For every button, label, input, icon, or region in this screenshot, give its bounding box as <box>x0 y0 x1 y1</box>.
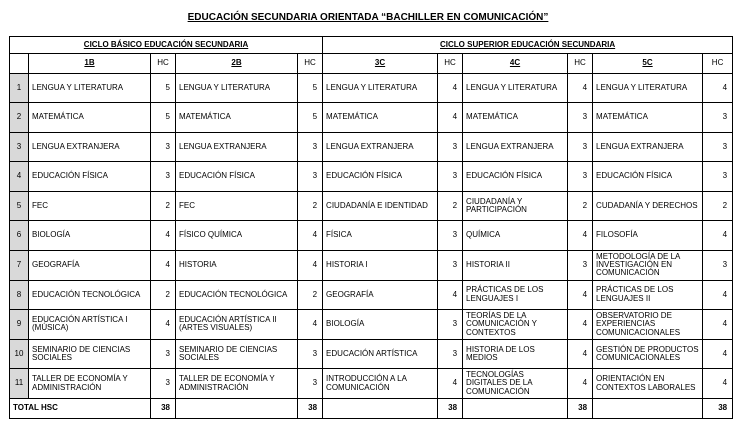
subject-row <box>10 221 733 251</box>
hc-cell-2b: 2 <box>298 280 323 310</box>
total-hc-2b: 38 <box>298 398 323 418</box>
year-4c-header: 4C <box>463 53 568 73</box>
hc-cell-4c: 4 <box>568 280 593 310</box>
hc-cell-1b: 2 <box>151 191 176 221</box>
hc-cell-2b: 3 <box>298 162 323 192</box>
hc-header: HC <box>568 53 593 73</box>
hc-cell-3c: 3 <box>438 162 463 192</box>
hc-cell-5c: 4 <box>703 310 733 340</box>
subject-cell-2b: FÍSICO QUÍMICA <box>176 221 298 251</box>
hc-cell-4c: 3 <box>568 162 593 192</box>
total-spacer <box>176 398 298 418</box>
subject-cell-1b: BIOLOGÍA <box>29 221 151 251</box>
subject-row <box>10 132 733 162</box>
row-number: 4 <box>10 162 29 192</box>
hc-cell-3c: 3 <box>438 310 463 340</box>
hc-cell-3c: 3 <box>438 339 463 369</box>
hc-cell-1b: 5 <box>151 103 176 133</box>
subject-cell-5c: FILOSOFÍA <box>593 221 703 251</box>
subject-cell-2b: MATEMÁTICA <box>176 103 298 133</box>
total-hc-5c: 38 <box>703 398 733 418</box>
hc-cell-1b: 3 <box>151 162 176 192</box>
subject-cell-1b: SEMINARIO DE CIENCIAS SOCIALES <box>29 339 151 369</box>
row-number: 3 <box>10 132 29 162</box>
subject-cell-5c: LENGUA Y LITERATURA <box>593 73 703 103</box>
subject-cell-2b: SEMINARIO DE CIENCIAS SOCIALES <box>176 339 298 369</box>
subject-cell-1b: FEC <box>29 191 151 221</box>
year-1b-header: 1B <box>29 53 151 73</box>
subject-cell-3c: EDUCACIÓN ARTÍSTICA <box>323 339 438 369</box>
hc-cell-3c: 4 <box>438 369 463 399</box>
total-label: TOTAL HSC <box>10 398 151 418</box>
hc-cell-4c: 4 <box>568 221 593 251</box>
subject-cell-5c: ORIENTACIÓN EN CONTEXTOS LABORALES <box>593 369 703 399</box>
hc-cell-5c: 3 <box>703 250 733 280</box>
hc-cell-2b: 5 <box>298 103 323 133</box>
hc-cell-4c: 4 <box>568 369 593 399</box>
hc-cell-3c: 3 <box>438 250 463 280</box>
subject-cell-4c: PRÁCTICAS DE LOS LENGUAJES I <box>463 280 568 310</box>
subject-cell-1b: EDUCACIÓN ARTÍSTICA I (MÚSICA) <box>29 310 151 340</box>
subject-cell-1b: LENGUA EXTRANJERA <box>29 132 151 162</box>
subject-row <box>10 310 733 340</box>
subject-cell-3c: LENGUA Y LITERATURA <box>323 73 438 103</box>
hc-cell-5c: 3 <box>703 103 733 133</box>
subject-cell-5c: CUDADANÍA Y DERECHOS <box>593 191 703 221</box>
hc-cell-5c: 4 <box>703 221 733 251</box>
subject-cell-5c: LENGUA EXTRANJERA <box>593 132 703 162</box>
hc-header: HC <box>298 53 323 73</box>
corner-cell <box>10 53 29 73</box>
hc-cell-4c: 3 <box>568 250 593 280</box>
hc-cell-5c: 4 <box>703 73 733 103</box>
row-number: 1 <box>10 73 29 103</box>
subject-row <box>10 280 733 310</box>
subject-cell-2b: EDUCACIÓN FÍSICA <box>176 162 298 192</box>
document-title: EDUCACIÓN SECUNDARIA ORIENTADA “BACHILLER EN COMUNICACIÓN” <box>187 12 549 23</box>
subject-cell-1b: GEOGRAFÍA <box>29 250 151 280</box>
total-row <box>10 398 733 418</box>
subject-cell-3c: CIUDADANÍA E IDENTIDAD <box>323 191 438 221</box>
hc-header: HC <box>151 53 176 73</box>
subject-cell-3c: EDUCACIÓN FÍSICA <box>323 162 438 192</box>
hc-cell-1b: 3 <box>151 132 176 162</box>
row-number: 5 <box>10 191 29 221</box>
subject-cell-4c: CIUDADANÍA Y PARTICIPACIÓN <box>463 191 568 221</box>
row-number: 6 <box>10 221 29 251</box>
hc-cell-4c: 4 <box>568 310 593 340</box>
subject-cell-4c: LENGUA Y LITERATURA <box>463 73 568 103</box>
hc-cell-4c: 4 <box>568 339 593 369</box>
hc-cell-4c: 4 <box>568 73 593 103</box>
cycle-header-row <box>10 37 733 54</box>
subject-row <box>10 250 733 280</box>
hc-cell-2b: 4 <box>298 221 323 251</box>
hc-cell-5c: 3 <box>703 132 733 162</box>
year-2b-header: 2B <box>176 53 298 73</box>
hc-cell-2b: 3 <box>298 369 323 399</box>
hc-cell-5c: 3 <box>703 162 733 192</box>
hc-cell-2b: 2 <box>298 191 323 221</box>
subject-row <box>10 191 733 221</box>
subject-cell-4c: TEORÍAS DE LA COMUNICACIÓN Y CONTEXTOS <box>463 310 568 340</box>
hc-cell-5c: 4 <box>703 369 733 399</box>
hc-cell-2b: 5 <box>298 73 323 103</box>
subject-cell-3c: HISTORIA I <box>323 250 438 280</box>
total-spacer <box>463 398 568 418</box>
subject-cell-2b: LENGUA EXTRANJERA <box>176 132 298 162</box>
hc-cell-2b: 4 <box>298 250 323 280</box>
hc-cell-3c: 4 <box>438 103 463 133</box>
subject-row <box>10 103 733 133</box>
hc-cell-3c: 3 <box>438 132 463 162</box>
hc-cell-1b: 5 <box>151 73 176 103</box>
hc-cell-1b: 3 <box>151 369 176 399</box>
subject-cell-5c: METODOLOGÍA DE LA INVESTIGACIÓN EN COMUNICACIÓN <box>593 250 703 280</box>
hc-header: HC <box>703 53 733 73</box>
hc-cell-3c: 4 <box>438 73 463 103</box>
subject-cell-1b: EDUCACIÓN TECNOLÓGICA <box>29 280 151 310</box>
hc-cell-3c: 2 <box>438 191 463 221</box>
row-number: 2 <box>10 103 29 133</box>
subject-cell-4c: EDUCACIÓN FÍSICA <box>463 162 568 192</box>
subject-row <box>10 339 733 369</box>
cycle-basic-header: CICLO BÁSICO EDUCACIÓN SECUNDARIA <box>10 37 323 54</box>
row-number: 11 <box>10 369 29 399</box>
row-number: 8 <box>10 280 29 310</box>
subject-cell-5c: GESTIÓN DE PRODUCTOS COMUNICACIONALES <box>593 339 703 369</box>
subject-cell-1b: MATEMÁTICA <box>29 103 151 133</box>
year-3c-header: 3C <box>323 53 438 73</box>
subject-cell-3c: LENGUA EXTRANJERA <box>323 132 438 162</box>
subject-cell-2b: EDUCACIÓN TECNOLÓGICA <box>176 280 298 310</box>
curriculum-table <box>9 36 733 419</box>
year-header-row <box>10 53 733 73</box>
hc-cell-1b: 4 <box>151 250 176 280</box>
row-number: 9 <box>10 310 29 340</box>
subject-cell-1b: LENGUA Y LITERATURA <box>29 73 151 103</box>
subject-cell-3c: GEOGRAFÍA <box>323 280 438 310</box>
subject-cell-5c: OBSERVATORIO DE EXPERIENCIAS COMUNICACIONALES <box>593 310 703 340</box>
row-number: 10 <box>10 339 29 369</box>
total-spacer <box>593 398 703 418</box>
cycle-upper-header: CICLO SUPERIOR EDUCACIÓN SECUNDARIA <box>323 37 733 54</box>
hc-cell-4c: 3 <box>568 132 593 162</box>
subject-cell-2b: HISTORIA <box>176 250 298 280</box>
subject-cell-5c: MATEMÁTICA <box>593 103 703 133</box>
hc-cell-1b: 4 <box>151 310 176 340</box>
hc-cell-5c: 4 <box>703 339 733 369</box>
subject-cell-4c: HISTORIA DE LOS MEDIOS <box>463 339 568 369</box>
subject-cell-5c: PRÁCTICAS DE LOS LENGUAJES II <box>593 280 703 310</box>
total-hc-4c: 38 <box>568 398 593 418</box>
subject-row <box>10 162 733 192</box>
subject-row <box>10 73 733 103</box>
hc-cell-3c: 4 <box>438 280 463 310</box>
hc-cell-1b: 3 <box>151 339 176 369</box>
hc-cell-4c: 2 <box>568 191 593 221</box>
hc-cell-4c: 3 <box>568 103 593 133</box>
subject-row <box>10 369 733 399</box>
hc-cell-2b: 3 <box>298 339 323 369</box>
year-5c-header: 5C <box>593 53 703 73</box>
subject-cell-4c: MATEMÁTICA <box>463 103 568 133</box>
hc-cell-5c: 2 <box>703 191 733 221</box>
hc-header: HC <box>438 53 463 73</box>
total-spacer <box>323 398 438 418</box>
subject-cell-3c: MATEMÁTICA <box>323 103 438 133</box>
subject-cell-2b: EDUCACIÓN ARTÍSTICA II (ARTES VISUALES) <box>176 310 298 340</box>
subject-cell-2b: LENGUA Y LITERATURA <box>176 73 298 103</box>
subject-cell-3c: INTRODUCCIÓN A LA COMUNICACIÓN <box>323 369 438 399</box>
subject-cell-4c: HISTORIA II <box>463 250 568 280</box>
subject-cell-2b: TALLER DE ECONOMÍA Y ADMINISTRACIÓN <box>176 369 298 399</box>
subject-cell-3c: BIOLOGÍA <box>323 310 438 340</box>
subject-cell-3c: FÍSICA <box>323 221 438 251</box>
subject-cell-5c: EDUCACIÓN FÍSICA <box>593 162 703 192</box>
row-number: 7 <box>10 250 29 280</box>
subject-cell-4c: TECNOLOGÍAS DIGITALES DE LA COMUNICACIÓN <box>463 369 568 399</box>
subject-cell-1b: TALLER DE ECONOMÍA Y ADMINISTRACIÓN <box>29 369 151 399</box>
subject-cell-4c: LENGUA EXTRANJERA <box>463 132 568 162</box>
subject-cell-4c: QUÍMICA <box>463 221 568 251</box>
hc-cell-2b: 4 <box>298 310 323 340</box>
hc-cell-3c: 3 <box>438 221 463 251</box>
hc-cell-1b: 4 <box>151 221 176 251</box>
hc-cell-1b: 2 <box>151 280 176 310</box>
total-hc-3c: 38 <box>438 398 463 418</box>
subject-cell-1b: EDUCACIÓN FÍSICA <box>29 162 151 192</box>
subject-cell-2b: FEC <box>176 191 298 221</box>
hc-cell-5c: 4 <box>703 280 733 310</box>
hc-cell-2b: 3 <box>298 132 323 162</box>
total-hc-1b: 38 <box>151 398 176 418</box>
